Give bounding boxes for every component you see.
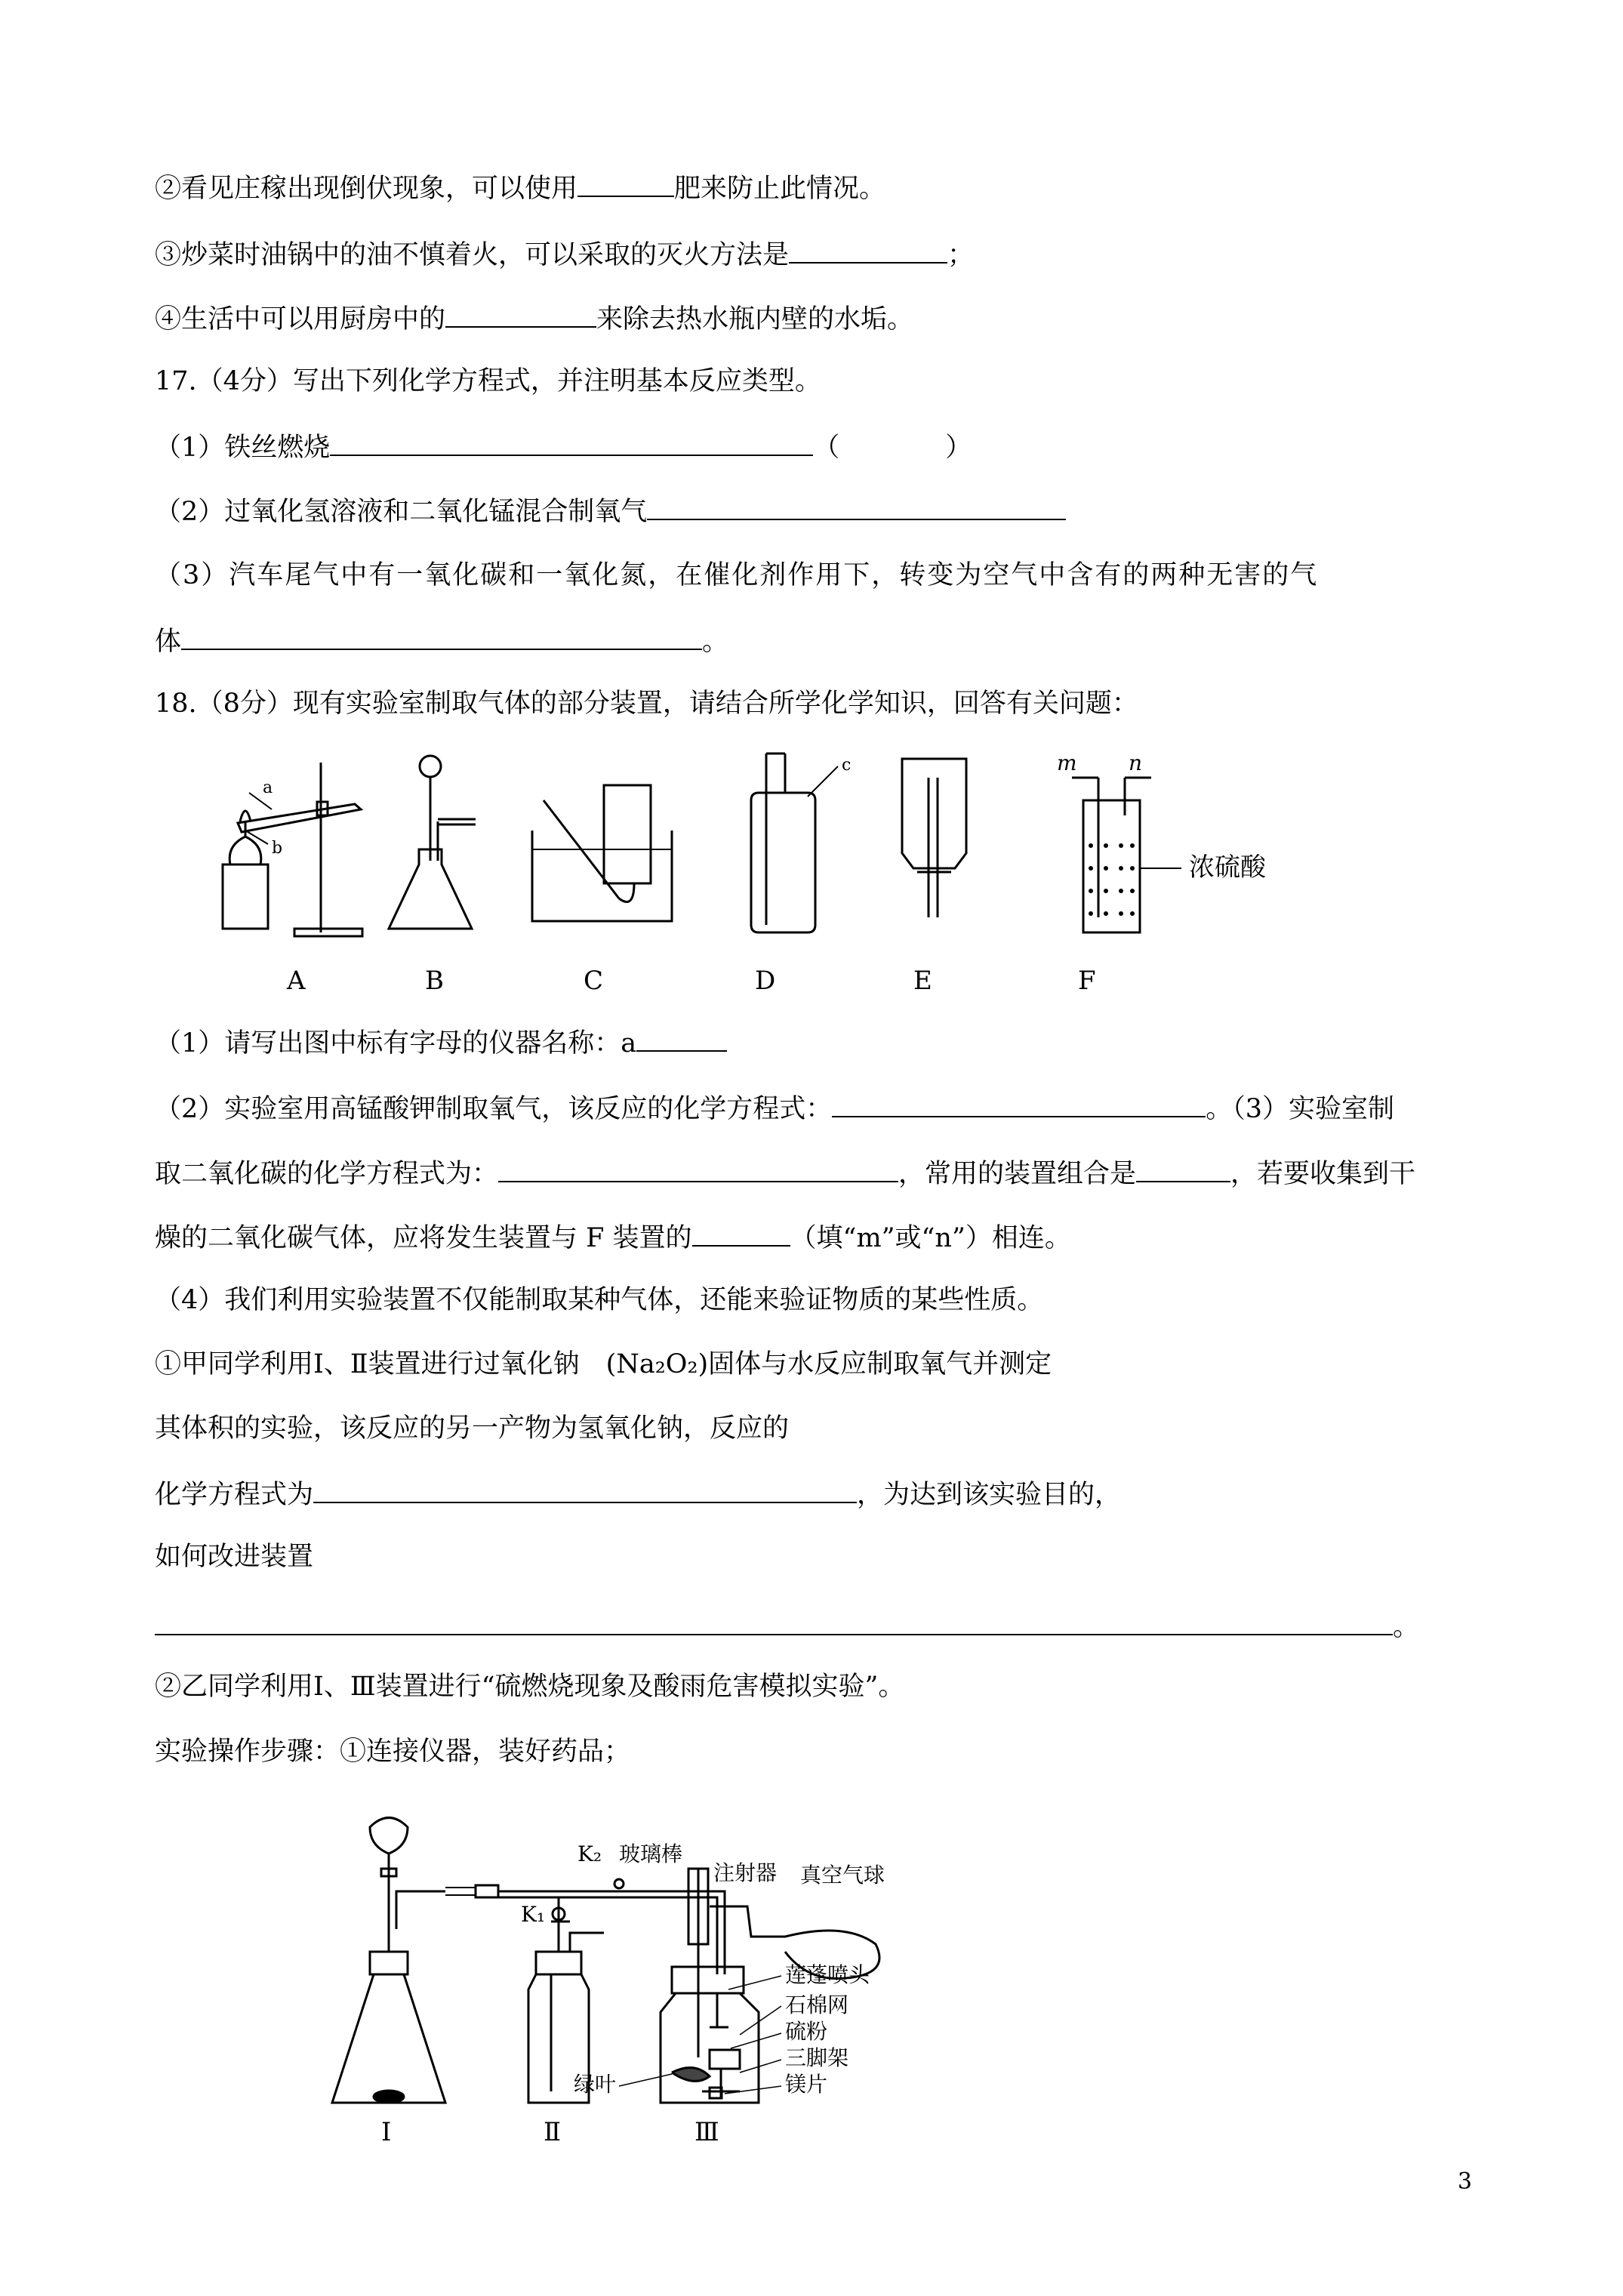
- label-sulfur: 硫粉: [785, 2019, 828, 2044]
- text: （2）实验室用高锰酸钾制取氧气，该反应的化学方程式：: [155, 1094, 833, 1124]
- answer-blank[interactable]: [181, 623, 702, 650]
- text: ③炒菜时油锅中的油不慎着火，可以采取的灭火方法是: [155, 240, 790, 270]
- answer-blank[interactable]: [636, 1025, 727, 1052]
- label-k1: K₁: [521, 1902, 546, 1927]
- text: 实验操作步骤：①连接仪器，装好药品；: [155, 1737, 631, 1767]
- caption-a: A: [287, 966, 306, 996]
- apparatus-d: [751, 754, 838, 932]
- caption-I: Ⅰ: [381, 2117, 392, 2147]
- page-number: 3: [1457, 2168, 1472, 2195]
- answer-blank[interactable]: [647, 493, 1066, 520]
- text: 体: [155, 627, 182, 657]
- label-leaf: 绿叶: [574, 2072, 617, 2097]
- q18-3b: [155, 1219, 1071, 1255]
- q18-5: [155, 1670, 904, 1703]
- text: ，常用的装置组合是: [898, 1159, 1137, 1189]
- q18-4d: [155, 1540, 313, 1573]
- answer-blank[interactable]: [313, 1476, 857, 1503]
- apparatus-e: [902, 759, 966, 917]
- apparatus-figure: [211, 747, 1306, 1008]
- answer-blank[interactable]: [832, 1090, 1206, 1117]
- q18-1: [155, 1025, 727, 1060]
- text: ②乙同学利用Ⅰ、Ⅲ装置进行“硫燃烧现象及酸雨危害模拟实验”。: [155, 1672, 905, 1702]
- text: ，为达到该实验目的，: [857, 1480, 1122, 1510]
- text: （填“m”或“n”）相连。: [790, 1223, 1071, 1253]
- q18-4e: [155, 1608, 1419, 1644]
- text: ，若要收集到干: [1230, 1159, 1416, 1189]
- answer-blank[interactable]: [789, 236, 947, 264]
- text: 取二氧化碳的化学方程式为：: [155, 1159, 499, 1189]
- answer-blank[interactable]: [577, 170, 674, 197]
- text: 18.（8分）现有实验室制取气体的部分装置，请结合所学化学知识，回答有关问题：: [155, 689, 1138, 719]
- text: 肥来防止此情况。: [674, 174, 886, 204]
- question-18: [155, 687, 1138, 720]
- q18-2: [155, 1090, 1394, 1126]
- answer-blank[interactable]: [445, 300, 596, 328]
- label-a: a: [263, 778, 273, 797]
- q17-2: [155, 493, 1066, 529]
- q17-3: [155, 559, 1318, 592]
- label-k2: K₂: [577, 1841, 602, 1866]
- q18-3: [155, 1155, 1415, 1191]
- caption-d: D: [755, 966, 776, 996]
- q18-4c: [155, 1476, 1121, 1512]
- text: 来除去热水瓶内壁的水垢。: [596, 304, 914, 334]
- label-m: m: [1057, 750, 1077, 775]
- text: 化学方程式为: [155, 1480, 314, 1510]
- caption-c: C: [584, 966, 604, 996]
- apparatus-b: [389, 756, 476, 929]
- caption-e: E: [913, 966, 932, 996]
- caption-f: F: [1078, 966, 1096, 996]
- q18-6: [155, 1735, 630, 1768]
- text: 如何改进装置: [155, 1542, 314, 1572]
- label-b: b: [272, 839, 283, 858]
- q18-4: [155, 1284, 1043, 1317]
- text: 。: [702, 627, 729, 657]
- text: （2）过氧化氢溶液和二氧化锰混合制氧气: [155, 497, 648, 527]
- answer-blank[interactable]: [498, 1155, 898, 1182]
- label-n: n: [1129, 750, 1143, 775]
- apparatus-a: [223, 763, 362, 936]
- answer-blank[interactable]: [155, 1608, 1393, 1635]
- text: （3）汽车尾气中有一氧化碳和一氧化氮，在催化剂作用下，转变为空气中含有的两种无害的气: [155, 560, 1319, 590]
- caption-b: B: [425, 966, 444, 996]
- answer-blank[interactable]: [692, 1219, 790, 1247]
- text: ②看见庄稼出现倒伏现象，可以使用: [155, 174, 578, 204]
- label-c: c: [842, 756, 852, 775]
- text: （1）请写出图中标有字母的仪器名称：a: [155, 1028, 637, 1059]
- label-acid: 浓硫酸: [1189, 852, 1266, 883]
- line-scale: [155, 300, 913, 336]
- line-fertilizer: [155, 170, 885, 205]
- text: 燥的二氧化碳气体，应将发生装置与 F 装置的: [155, 1223, 692, 1253]
- answer-blank[interactable]: [330, 429, 813, 456]
- text: ；: [947, 240, 975, 270]
- text: （1）铁丝燃烧: [155, 433, 331, 463]
- label-nozzle: 莲蓬喷头: [785, 1962, 870, 1987]
- label-balloon: 真空气球: [800, 1863, 885, 1888]
- caption-II: Ⅱ: [544, 2117, 562, 2147]
- q17-1: [155, 429, 972, 464]
- label-syringe: 注射器: [713, 1860, 778, 1885]
- text: ①甲同学利用Ⅰ、Ⅱ装置进行过氧化钠 (Na₂O₂)固体与水反应制取氧气并测定: [155, 1349, 1052, 1379]
- text: 。（3）实验室制: [1206, 1094, 1395, 1124]
- label-glass-rod: 玻璃棒: [619, 1841, 683, 1866]
- text: ④生活中可以用厨房中的: [155, 304, 446, 334]
- line-fire: [155, 236, 974, 272]
- apparatus-c: [532, 785, 672, 921]
- text: （4）我们利用实验装置不仅能制取某种气体，还能来验证物质的某些性质。: [155, 1285, 1044, 1315]
- answer-blank[interactable]: [1136, 1155, 1230, 1182]
- sulfur-experiment-figure: [317, 1801, 906, 2148]
- caption-III: Ⅲ: [694, 2117, 719, 2147]
- text: 其体积的实验，该反应的另一产物为氢氧化钠，反应的: [155, 1413, 790, 1444]
- question-17: [155, 365, 821, 398]
- label-mg: 镁片: [785, 2072, 828, 2097]
- q17-3b: [155, 623, 728, 658]
- text: 。: [1393, 1612, 1420, 1642]
- text: 17.（4分）写出下列化学方程式，并注明基本反应类型。: [155, 366, 821, 396]
- apparatus-I: [332, 1818, 445, 2103]
- q18-4b: [155, 1412, 789, 1445]
- q18-4a: [155, 1348, 1052, 1381]
- apparatus-f: [1072, 778, 1181, 932]
- text: （ ）: [813, 433, 972, 463]
- label-tripod: 三脚架: [785, 2045, 849, 2070]
- label-gauze: 石棉网: [785, 1992, 849, 2017]
